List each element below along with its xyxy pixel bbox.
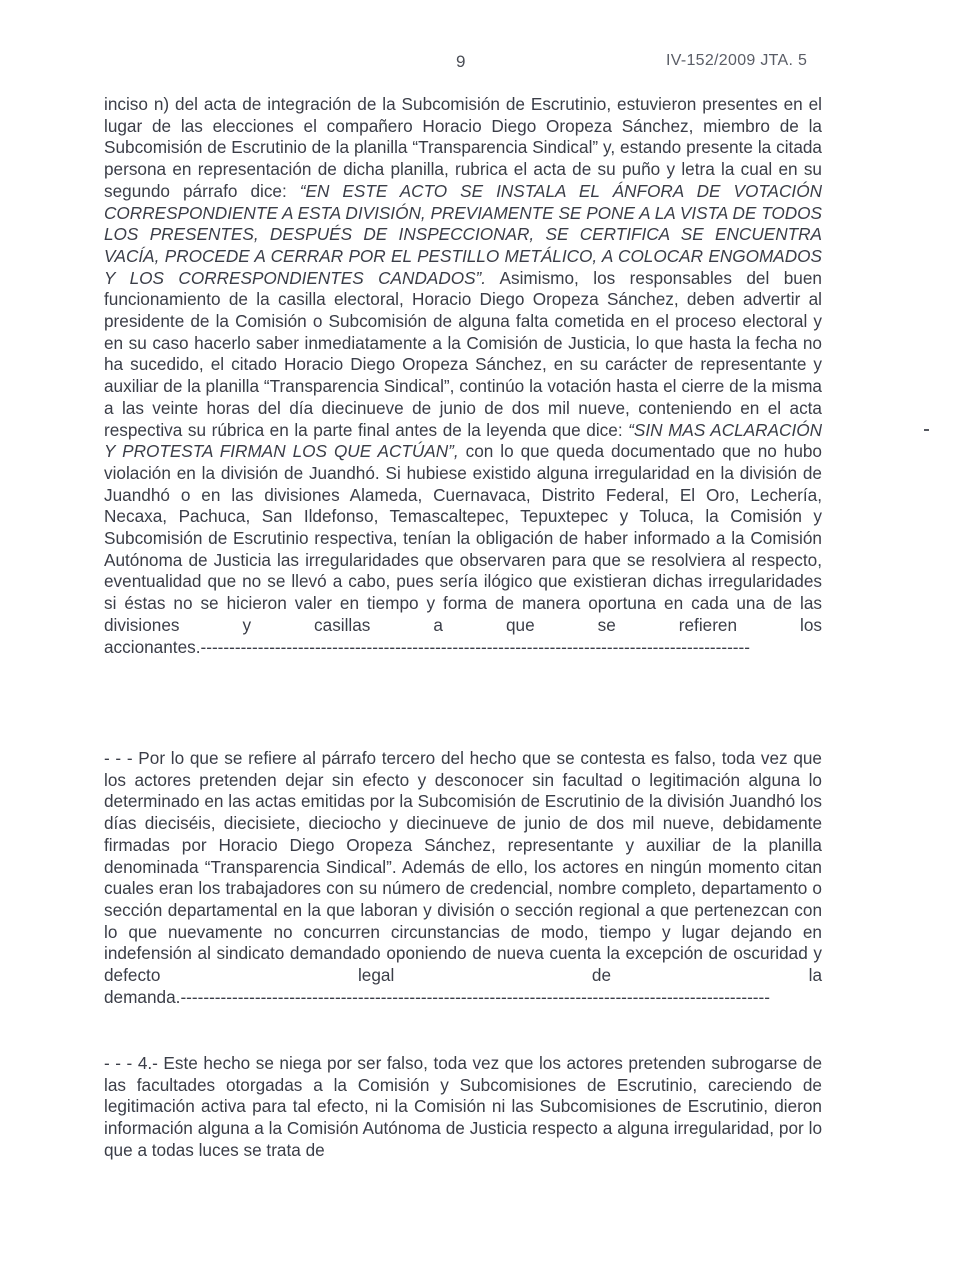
- paragraph-2-dashes: -------------------------------------------------------------------------------------------------------: [180, 986, 770, 1007]
- paragraph-2-text: Por lo que se refiere al párrafo tercero del hecho que se contesta es falso, toda vez que los actores pretenden dejar sin efecto y desconocer sin facultad o legitimación alguna lo determinado en las actas emitidas por la Subcomisión de Escrutinio de la división Juandhó los días dieciséis, diecisiete, dieciocho y diecinueve de junio de dos mil nueve, debidamente firmadas por Horacio Diego Oropeza Sánchez, representante y auxiliar de la planilla denominada “Transparencia Sindical”. Además de ello, los actores en ningún momento citan cuales eran los trabajadores con su número de credencial, nombre completo, departamento o sección departamental en la que laboran y división o sección regional a que pertenezcan con lo que nuevamente no concurren circunstancias de modo, tiempo y lugar dejando en indefensión al sindicato demandado oponiendo de nueva cuenta la excepción de oscuridad y defecto legal de la demanda.: [104, 748, 822, 1007]
- paragraph-2: [104, 748, 822, 1008]
- stray-mark: [924, 429, 929, 431]
- paragraph-2-lead-dashes: - - -: [104, 748, 139, 768]
- paragraph-1: [104, 94, 822, 658]
- page-number: 9: [456, 52, 466, 71]
- paragraph-3: [104, 1053, 822, 1162]
- paragraph-1-quote-2: “SIN MAS ACLARACIÓN Y PROTESTA FIRMAN LOS QUE ACTÚAN”,: [104, 419, 823, 462]
- paragraph-1-dashes: ------------------------------------------------------------------------------------------------: [200, 636, 750, 657]
- file-number: IV-152/2009 JTA. 5: [666, 52, 808, 69]
- paragraph-1-text-c: con lo que queda documentado que no hubo violación en la división de Juandhó. Si hubiese existido alguna irregularidad en la división de Juandhó o en las divisiones Alameda, Cuernavaca, Distrito Federal, El Oro, Lechería, Necaxa, Pachuca, San Ildefonso, Temascaltepec, Tepuxtepec y Toluca, la Comisión y Subcomisión de Escrutinio respectiva, tenían la obligación de haber informado a la Comisión Autónoma de Justicia las irregularidades que observaren para que se resolviera al respecto, eventualidad que no se llevó a cabo, pues sería ilógico que existieran dichas irregularidades si éstas no se hicieron valer en tiempo y forma de manera oportuna en cada una de las divisiones y casillas a que se refieren los accionantes.: [104, 441, 822, 657]
- paragraph-3-text: 4.- Este hecho se niega por ser falso, toda vez que los actores pretenden subrogarse de las facultades otorgadas a la Comisión y Subcomisiones de Escrutinio, careciendo de legitimación activa para tal efecto, ni la Comisión ni las Subcomisiones de Escrutinio, dieron información alguna a la Comisión Autónoma de Justicia respecto a alguna irregularidad, por lo que a todas luces se trata de: [104, 1053, 822, 1160]
- paragraph-1-quote-1: “EN ESTE ACTO SE INSTALA EL ÁNFORA DE VOTACIÓN CORRESPONDIENTE A ESTA DIVISIÓN, PREVIAMENTE SE PONE A LA VISTA DE TODOS LOS PRESENTES, DESPUÉS DE INSPECCIONAR, SE CERTIFICA SE ENCUENTRA VACÍA, PROCEDE A CERRAR POR EL PESTILLO METÁLICO, A COLOCAR ENGOMADOS Y LOS CORRESPONDIENTES CANDADOS”.: [104, 180, 822, 288]
- paragraph-1-text-a: inciso n) del acta de integración de la Subcomisión de Escrutinio, estuvieron presentes en el lugar de las elecciones el compañero Horacio Diego Oropeza Sánchez, miembro de la Subcomisión de Escrutinio de la planilla “Transparencia Sindical” y, estando presente la citada persona en representación de dicha planilla, rubrica el acta de su puño y letra la cual en su segundo párrafo dice:: [104, 94, 822, 201]
- paragraph-3-lead-dashes: - - -: [104, 1053, 138, 1073]
- paragraph-1-text-b: Asimismo, los responsables del buen funcionamiento de la casilla electoral, Horacio Diego Oropeza Sánchez, deben advertir al presidente de la Comisión o Subcomisión de alguna falta cometida en el proceso electoral y en su caso hacerlo saber inmediatamente a la Comisión de Justicia, lo que hasta la fecha no ha sucedido, el citado Horacio Diego Oropeza Sánchez, en su carácter de representante y auxiliar de la planilla “Transparencia Sindical”, continúo la votación hasta el cierre de la misma a las veinte horas del día diecinueve de junio de dos mil nueve, conteniendo en el acta respectiva su rúbrica en la parte final antes de la leyenda que dice:: [104, 267, 822, 440]
